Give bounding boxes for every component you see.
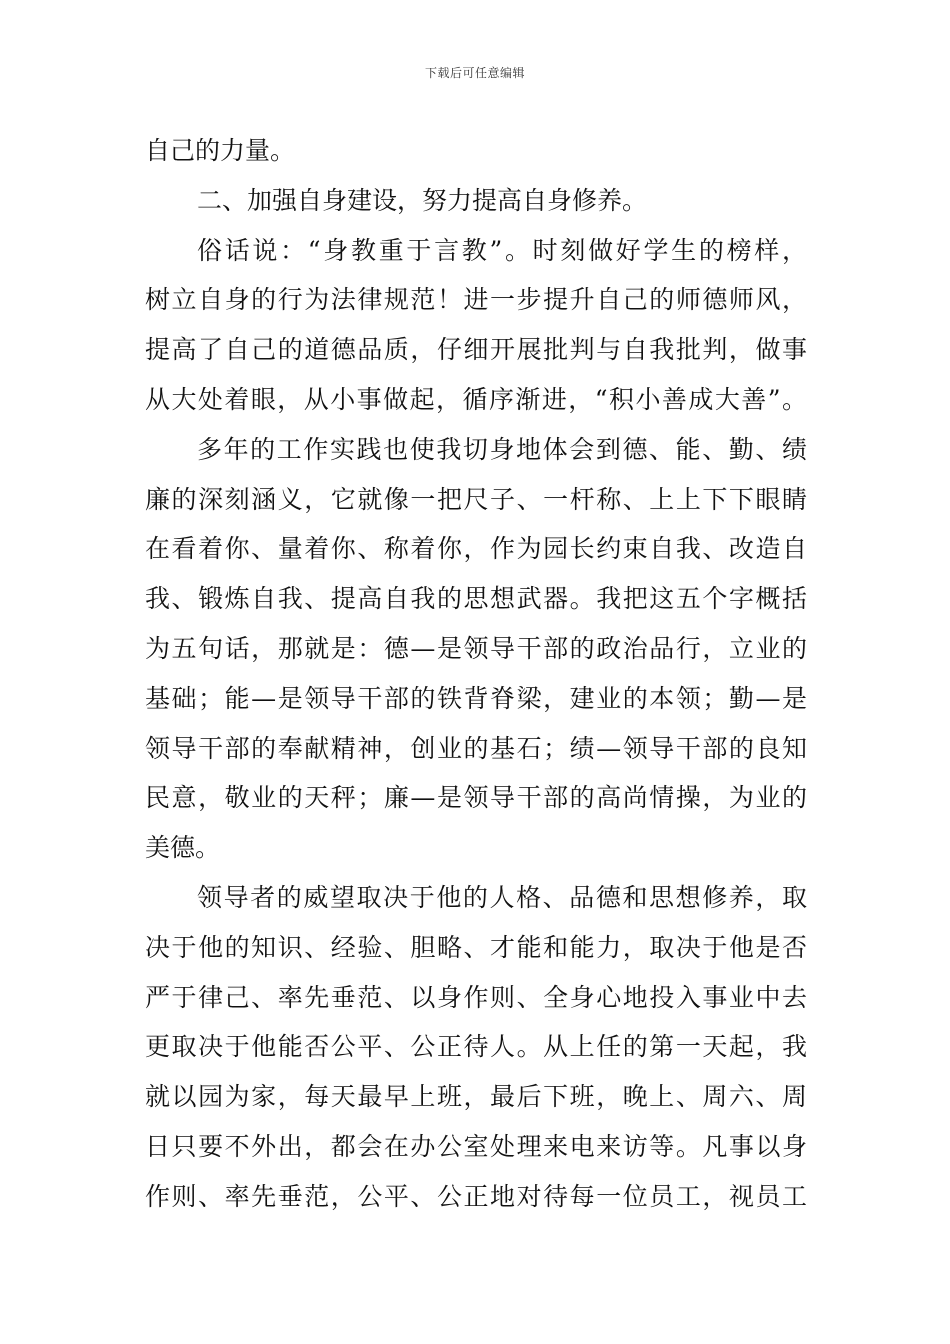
text-line: 更取决于他能否公平、公正待人。从上任的第一天起，我 [145, 1032, 807, 1062]
page-header: 下载后可任意编辑 [424, 66, 525, 80]
text-line: 从大处着眼，从小事做起，循序渐进，“积小善成大善”。 [145, 384, 807, 414]
text-line: 我、锻炼自我、提高自我的思想武器。我把这五个字概括 [145, 584, 807, 614]
text-line: 美德。 [145, 833, 221, 863]
text-line: 领导干部的奉献精神，创业的基石；绩—领导干部的良知 [145, 733, 807, 763]
text-line: 廉的深刻涵义，它就像一把尺子、一杆称、上上下下眼睛 [145, 484, 807, 514]
document-body [145, 126, 807, 1222]
text-line: 二、加强自身建设，努力提高自身修养。 [197, 185, 648, 215]
text-line: 就以园为家，每天最早上班，最后下班，晚上、周六、周 [145, 1082, 807, 1112]
text-line: 树立自身的行为法律规范！进一步提升自己的师德师风， [145, 285, 807, 315]
text-line: 基础；能—是领导干部的铁背脊梁，建业的本领；勤—是 [145, 683, 807, 713]
text-line: 在看着你、量着你、称着你，作为园长约束自我、改造自 [145, 534, 807, 564]
text-line: 自己的力量。 [145, 136, 296, 165]
text-line: 日只要不外出，都会在办公室处理来电来访等。凡事以身 [145, 1131, 807, 1161]
text-line: 为五句话，那就是：德—是领导干部的政治品行，立业的 [145, 633, 807, 663]
text-line: 作则、率先垂范，公平、公正地对待每一位员工，视员工 [145, 1181, 807, 1211]
text-line: 俗话说：“身教重于言教”。时刻做好学生的榜样， [197, 235, 807, 265]
text-line: 多年的工作实践也使我切身地体会到德、能、勤、绩 [197, 434, 807, 464]
text-line: 提高了自己的道德品质，仔细开展批判与自我批判，做事 [145, 335, 807, 365]
text-line: 严于律己、率先垂范、以身作则、全身心地投入事业中去 [145, 982, 807, 1012]
text-line: 决于他的知识、经验、胆略、才能和能力，取决于他是否 [145, 932, 807, 962]
text-line: 领导者的威望取决于他的人格、品德和思想修养，取 [197, 882, 807, 912]
text-line: 民意，敬业的天秤；廉—是领导干部的高尚情操，为业的 [145, 783, 807, 813]
